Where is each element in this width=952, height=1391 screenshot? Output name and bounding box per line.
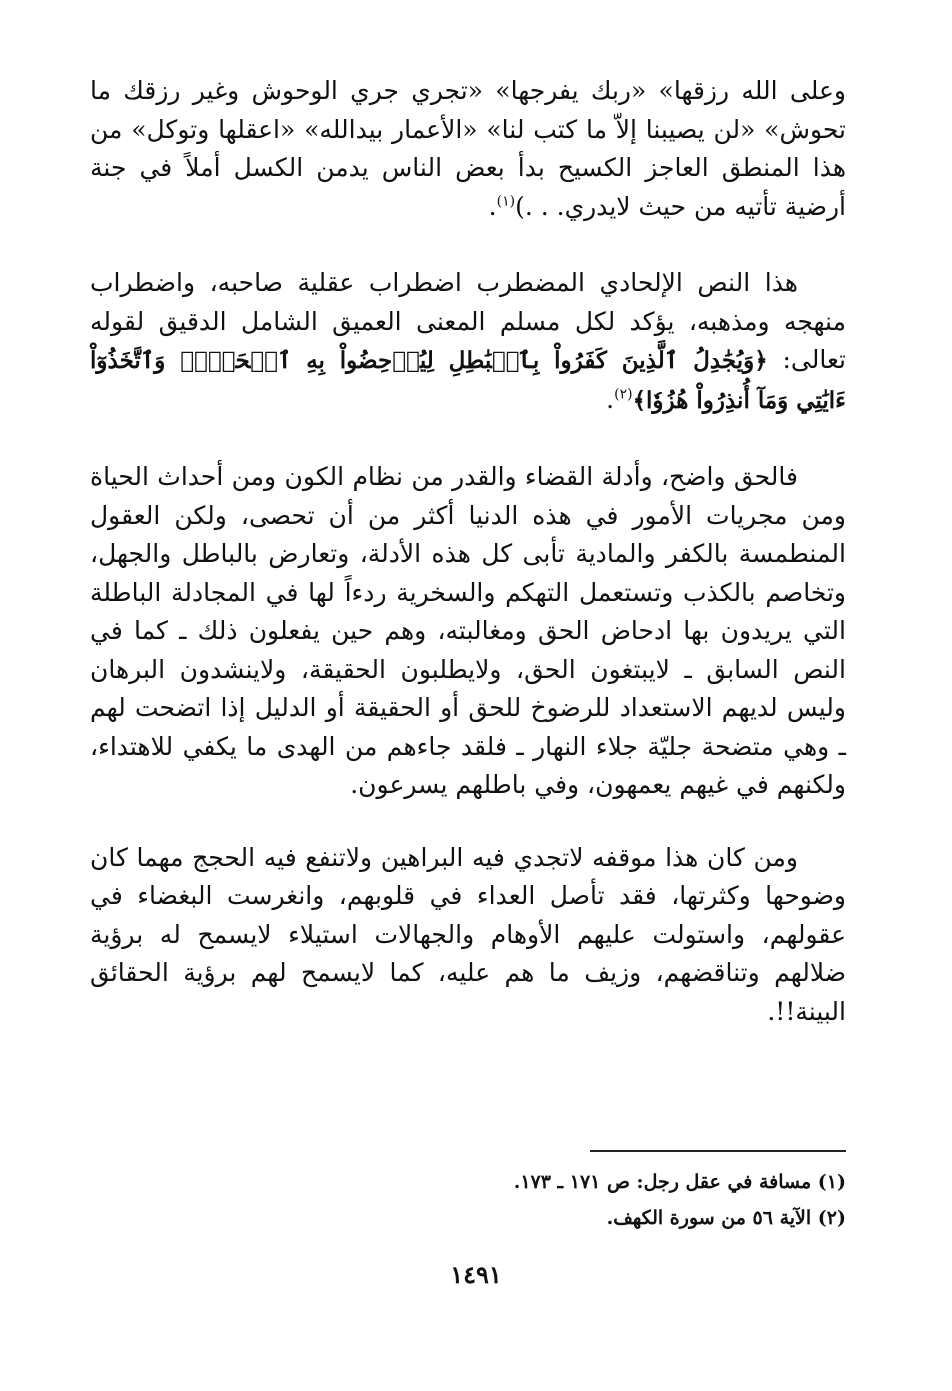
paragraph-2-end: . — [606, 384, 615, 414]
paragraph-3 — [90, 458, 846, 805]
paragraph-1-end: . — [488, 191, 497, 221]
footnote-1: (١) مسافة في عقل رجل: ص ١٧١ ـ ١٧٣. — [513, 1171, 846, 1193]
footnotes — [106, 1164, 846, 1236]
page-number: ١٤٩١ — [450, 1260, 502, 1289]
footnote-ref-2: (٢) — [614, 386, 633, 403]
footnote-ref-1: (١) — [496, 193, 516, 210]
paragraph-4-text: ومن كان هذا موقفه لاتجدي فيه البراهين ولاتنفع فيه الحجج مهما كان وضوحها وكثرتها، فقد تأصل العداء في قلوبهم، وانغرست البغضاء في عقولهم، واستولت عليهم الأوهام والجهالات استيلاء لايسمح له برؤية ضلالهم وتناقضهم، وزيف ما هم عليه، كما لايسمح لهم برؤية الحقائق البينة!!. — [90, 842, 846, 1026]
paragraph-1-text: وعلى الله رزقها» «ربك يفرجها» «تجري جري الوحوش وغير رزقك ما تحوش» «لن يصيبنا إلاّ ما كتب لنا» «الأعمار بيدالله» «اعقلها وتوكل» من هذا المنطق العاجز الكسيح بدأ بعض الناس يدمن الكسل أملاً في جنة أرضية تأتيه من حيث لايدري. . .) — [90, 76, 846, 221]
footnote-separator — [590, 1150, 846, 1152]
quran-verse: ﴿وَيُجَٰدِلُ ٱلَّذِينَ كَفَرُواْ بِٱلۡبَٰطِلِ لِيُدۡحِضُواْ بِهِ ٱلۡحَقَّۖ وَٱتَّخَذُوٓاْ ءَايَٰتِي وَمَآ أُنذِرُواْ هُزُوٗا﴾ — [90, 347, 846, 414]
paragraph-3-text: فالحق واضح، وأدلة القضاء والقدر من نظام الكون ومن أحداث الحياة ومن مجريات الأمور في هذه الدنيا أكثر من أن تحصى، ولكن العقول المنطمسة بالكفر والمادية تأبى كل هذه الأدلة، وتعارض بالباطل والجهل، وتخاصم بالكذب وتستعمل التهكم والسخرية ردءاً لها في المجادلة الباطلة التي يريدون بها ادحاض الحق ومغالبته، وهم حين يفعلون ذلك ـ كما في النص السابق ـ لايبتغون الحق، ولايطلبون الحقيقة، ولاينشدون البرهان وليس لديهم الاستعداد للرضوخ للحق أو الحقيقة أو الدليل إذا اتضحت لهم ـ وهي متضحة جليّة جلاء النهار ـ فلقد جاءهم من الهدى ما يكفي للاهتداء، ولكنهم في غيهم يعمهون، وفي باطلهم يسرعون. — [90, 462, 846, 799]
page-body — [90, 72, 846, 1031]
paragraph-2-text: هذا النص الإلحادي المضطرب اضطراب عقلية صاحبه، واضطراب منهجه ومذهبه، يؤكد لكل مسلم المعنى العميق الشامل الدقيق لقوله تعالى: — [90, 268, 846, 374]
paragraph-2 — [90, 264, 846, 420]
paragraph-1 — [90, 72, 846, 226]
footnote-2: (٢) الآية ٥٦ من سورة الكهف. — [606, 1207, 846, 1229]
paragraph-4 — [90, 839, 846, 1032]
